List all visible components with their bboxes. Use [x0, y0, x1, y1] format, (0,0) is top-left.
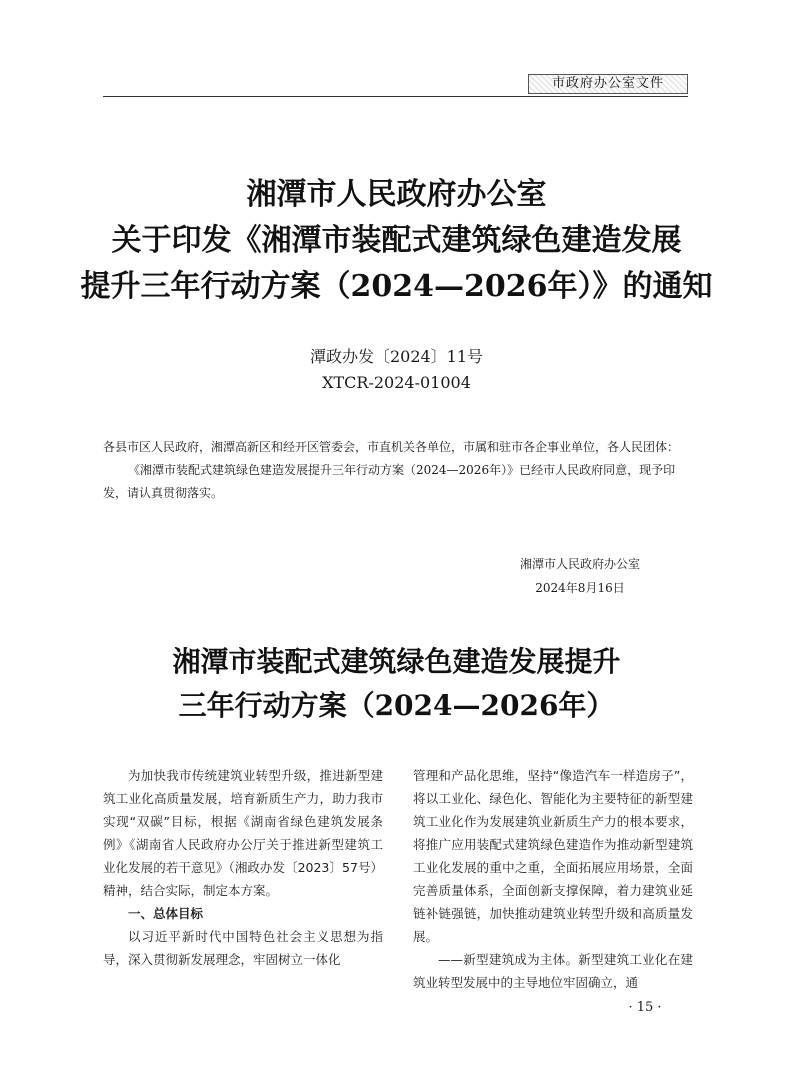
plan-title [60, 640, 733, 728]
document-numbers [60, 344, 733, 396]
section-heading: 一、总体目标 [128, 906, 204, 921]
notice-title-line: 湘潭市人民政府办公室 [246, 177, 547, 212]
addressee-text: 各县市区人民政府，湘潭高新区和经开区管委会，市直机关各单位，市属和驻市各企事业单位，各人民团体： [103, 440, 680, 454]
notice-title-line: 关于印发《湘潭市装配式建筑绿色建造发展 [111, 223, 682, 258]
registration-number: XTCR-2024-01004 [322, 373, 471, 392]
notice-title-line: 提升三年行动方案（2024—2026年）》的通知 [80, 269, 713, 304]
paragraph: 为加快我市传统建筑业转型升级，推进新型建筑工业化高质量发展，培育新质生产力，助力我市实现“双碳”目标，根据《湖南省绿色建筑发展条例》《湖南省人民政府办公厅关于推进新型建筑工业化发展的若干意见》（湘政办发〔2023〕57号）精神，结合实际，制定本方案。 [103, 768, 383, 898]
header-divider [103, 96, 688, 97]
paragraph: 以习近平新时代中国特色社会主义思想为指导，深入贯彻新发展理念，牢固树立一体化 [103, 929, 383, 967]
signature-organization: 湘潭市人民政府办公室 [519, 557, 640, 571]
signature-block [500, 552, 660, 600]
right-column [413, 764, 693, 994]
plan-title-line: 湘潭市装配式建筑绿色建造发展提升 [172, 645, 621, 678]
plan-title-line: 三年行动方案（2024—2026年） [178, 689, 615, 722]
signature-date: 2024年8月16日 [535, 581, 625, 595]
document-number: 潭政办发〔2024〕11号 [309, 347, 484, 366]
paragraph: ——新型建筑成为主体。新型建筑工业化在建筑业转型发展中的主导地位牢固确立，通 [413, 952, 693, 990]
page-number: · 15 · [628, 1000, 662, 1015]
notice-title [60, 172, 733, 310]
notice-body [103, 436, 693, 505]
paragraph-continued: 管理和产品化思维，坚持“像造汽车一样造房子”，将以工业化、绿色化、智能化为主要特征的新型建筑工业化作为发展建筑业新质生产力的根本要求，将推广应用装配式建筑绿色建造作为推动新型建筑工业化发展的重中之重，全面拓展应用场景，全面完善质量体系，全面创新支撑保障，着力建筑业延链补链强链，加快推动建筑业转型升级和高质量发展。 [413, 768, 693, 944]
left-column [103, 764, 383, 971]
section-tag: 市政府办公室文件 [528, 74, 688, 94]
notice-body-text: 《湘潭市装配式建筑绿色建造发展提升三年行动方案（2024—2026年）》已经市人民政府同意，现予印发，请认真贯彻落实。 [103, 463, 676, 500]
